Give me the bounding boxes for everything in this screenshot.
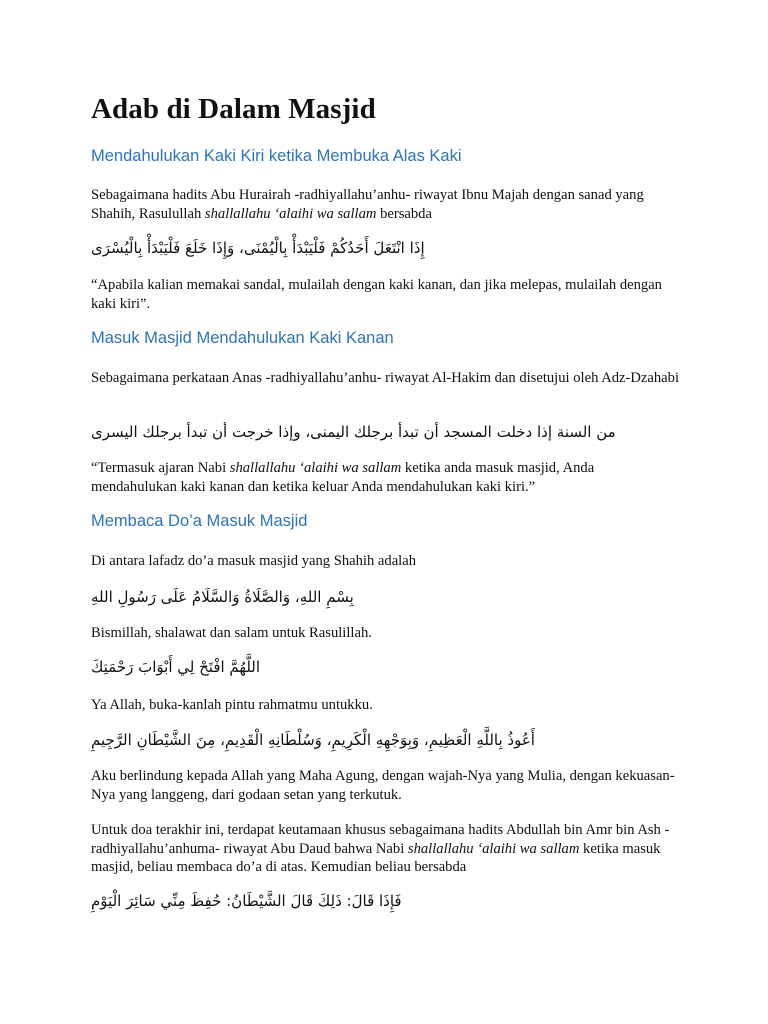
section1-intro-honorific: shallallahu ‘alaihi wa sallam [204,205,377,222]
page-title: Adab di Dalam Masjid [91,93,376,125]
section3-intro: Di antara lafadz do’a masuk masjid yang Shahih adalah [91,553,417,569]
doa-translation-1: Bismillah, shalawat dan salam untuk Rasulillah. [91,625,372,641]
doa-arabic-2: اللَّهُمَّ افْتَحْ لِي أَبْوَابَ رَحْمَتِكَ [91,658,261,676]
section-heading-kaki-kanan: Masuk Masjid Mendahulukan Kaki Kanan [91,329,394,347]
doa-translation-2: Ya Allah, buka-kanlah pintu rahmatmu untukku. [91,697,373,713]
section2-translation-text-a: “Termasuk ajaran Nabi [91,460,230,476]
section-heading-kaki-kiri: Mendahulukan Kaki Kiri ketika Membuka Alas Kaki [91,147,462,165]
section2-arabic-atsar: من السنة إذا دخلت المسجد أن تبدأ برجلك اليمنى، وإذا خرجت أن تبدأ برجلك اليسرى [91,423,616,441]
section3-closing-text-b: ketika masuk masjid, beliau membaca do’a di atas. Kemudian beliau bersabda [91,840,661,875]
doa-arabic-1: بِسْمِ اللهِ، وَالصَّلَاةُ وَالسَّلَامُ عَلَى رَسُولِ اللهِ [91,588,354,606]
doa-arabic-3: أَعُوذُ بِاللَّهِ الْعَظِيمِ، وَبِوَجْهِهِ الْكَرِيمِ، وَسُلْطَانِهِ الْقَدِيمِ، مِنَ الشَّيْطَانِ الرَّجِيمِ [91,731,535,749]
section2-intro: Sebagaimana perkataan Anas -radhiyallahu’anhu- riwayat Al-Hakim dan disetujui oleh Adz-Dzahabi [91,370,680,386]
section1-translation: “Apabila kalian memakai sandal, mulailah dengan kaki kanan, dan jika melepas, mulailah dengan kaki kiri”. [91,277,662,312]
section-heading-doa-masuk: Membaca Do’a Masuk Masjid [91,512,308,530]
section1-intro-text-b: bersabda [376,205,432,222]
section3-closing-text-a: Untuk doa terakhir ini, terdapat keutamaan khusus sebagaimana hadits Abdullah bin Amr bin Ash -radhiyallahu’anhuma- riwayat Abu Daud bahwa Nabi [91,822,670,857]
section3-closing [91,821,681,877]
section1-intro-text-a: Sebagaimana hadits Abu Hurairah -radhiyallahu’anhu- riwayat Ibnu Majah dengan sanad yang Shahih, Rasulullah [91,187,644,222]
doa-translation-3: Aku berlindung kepada Allah yang Maha Agung, dengan wajah-Nya yang Mulia, dengan kekuasan-Nya yang langgeng, dari godaan setan yang terkutuk. [91,768,675,803]
section2-translation-text-b: ketika anda masuk masjid, Anda mendahulukan kaki kanan dan ketika keluar Anda mendahulukan kaki kiri.” [91,460,595,495]
section2-translation [91,459,681,496]
section1-arabic-hadith: إِذَا انْتَعَلَ أَحَدُكُمْ فَلْيَبْدَأْ بِالْيُمْنَى، وَإِذَا خَلَعَ فَلْيَبْدَأْ بِالْيُسْرَى [91,239,425,257]
section2-translation-honorific: shallallahu ‘alaihi wa sallam [229,460,402,476]
section3-arabic-hadith: فَإِذَا قَالَ: ذَلِكَ قَالَ الشَّيْطَانُ: حُفِظَ مِنِّي سَائِرَ الْيَوْمِ [91,892,402,910]
section1-intro [91,186,681,223]
section3-closing-honorific: shallallahu ‘alaihi wa sallam [407,840,580,857]
